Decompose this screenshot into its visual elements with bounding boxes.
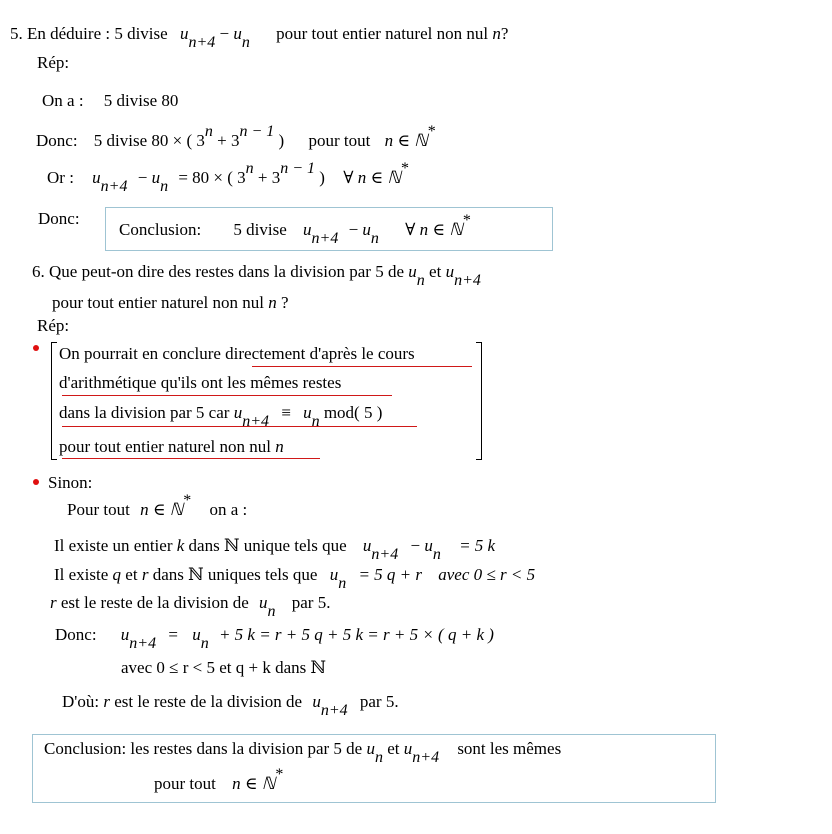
or-close: ) <box>319 168 325 187</box>
q6-line2-text: pour tout entier naturel non nul <box>52 293 264 312</box>
donc1-mid: + 3 <box>217 131 240 150</box>
or-e2: n − 1 <box>280 160 316 177</box>
q6-qm: ? <box>280 293 289 312</box>
sinon-l4-c: par 5. <box>291 593 331 612</box>
bracket-equiv: ≡ <box>281 403 291 422</box>
sinon-l2-b: dans ℕ unique tels que <box>188 536 347 555</box>
final-line2-text: pour tout <box>154 774 216 793</box>
sinon-minus: − <box>410 536 421 555</box>
sinon-r: r <box>141 565 149 584</box>
donc1-pre: 5 divise 80 × ( 3 <box>93 131 205 150</box>
dou-text: est le reste de la division de <box>114 692 303 711</box>
q6-text: Que peut-on dire des restes dans la division par 5 de <box>49 262 405 281</box>
q5-sub1: n+4 <box>188 34 216 51</box>
sinon-k: k <box>176 536 185 555</box>
final-set: n ∈ ℕ <box>232 774 276 793</box>
sinon-dtail: + 5 k = r + 5 q + 5 k = r + 5 × ( q + k ) <box>218 625 494 644</box>
conclusion-1-u1: u <box>303 220 312 239</box>
final-s2: n+4 <box>412 749 440 766</box>
or-minus: − <box>137 168 148 187</box>
conclusion-box-2 <box>32 734 716 803</box>
donc1-tail: pour tout <box>308 131 371 150</box>
on-a-line <box>42 91 178 111</box>
final-et: et <box>387 739 400 758</box>
bracket-line-4 <box>59 437 284 457</box>
bracket-line-3 <box>59 403 383 430</box>
sinon-line1-b: on a : <box>209 500 248 519</box>
red-underline-4 <box>62 458 320 459</box>
conclusion-1-minus: − <box>348 220 359 239</box>
final-u1: u <box>366 739 375 758</box>
rep-label-1: Rép: <box>37 53 70 72</box>
sinon-s4: n <box>267 603 276 620</box>
bracket-line-3-text: dans la division par 5 car <box>59 403 230 422</box>
or-line <box>47 160 409 195</box>
q6-et: et <box>429 262 442 281</box>
sinon-u1: u <box>362 536 372 555</box>
final-u2: u <box>403 739 413 758</box>
q5-qm: ? <box>500 24 509 43</box>
donc1-line <box>36 123 436 152</box>
dou-tail: par 5. <box>359 692 399 711</box>
q5-prefix: En déduire : 5 divise <box>27 24 168 43</box>
sinon-ds: n+4 <box>129 635 157 652</box>
sinon-eq3: = 5 q + r <box>358 565 423 584</box>
bracket-n: n <box>275 437 284 456</box>
sinon-l3-a: Il existe <box>54 565 109 584</box>
or-label: Or : <box>47 168 74 187</box>
rep-label-2: Rép: <box>37 316 70 335</box>
bracket-u2: u <box>303 403 312 422</box>
bullet-2 <box>33 479 39 485</box>
q6-n: n <box>268 293 277 312</box>
q5-n: n <box>492 24 501 43</box>
q6-number: 6. <box>32 262 45 281</box>
q5-line <box>10 24 509 51</box>
sinon-line2 <box>54 536 496 563</box>
bracket-s1: n+4 <box>242 413 269 430</box>
sinon-ds2: n <box>200 635 209 652</box>
sinon-line1 <box>67 492 248 521</box>
donc1-star: * <box>427 123 436 140</box>
or-u2: u <box>151 168 161 187</box>
sinon-donc-label: Donc: <box>55 625 97 644</box>
q5-suffix: pour tout entier naturel non nul <box>276 24 489 43</box>
q5-minus: − <box>219 24 230 43</box>
donc2-label: Donc: <box>38 209 80 228</box>
bracket-u1: u <box>233 403 243 422</box>
dou-s: n+4 <box>320 702 348 719</box>
sinon-line1-a: Pour tout <box>67 500 130 519</box>
right-bracket <box>476 342 482 460</box>
conclusion-1-s1: n+4 <box>311 230 339 247</box>
bracket-mod: mod( 5 ) <box>323 403 383 422</box>
or-forall: ∀ n ∈ ℕ <box>343 168 401 187</box>
sinon-u3: u <box>329 565 339 584</box>
q6-line <box>32 262 481 289</box>
conclusion-1-text: 5 divise <box>233 220 287 239</box>
q5-u2: u <box>233 24 242 43</box>
or-e1: n <box>245 160 254 177</box>
sinon-l2-a: Il existe un entier <box>54 536 173 555</box>
or-s2: n <box>160 178 169 195</box>
sinon-q: q <box>112 565 122 584</box>
q6-line2 <box>52 293 289 313</box>
bullet-1 <box>33 345 39 351</box>
q6-s2: n+4 <box>454 272 481 289</box>
sinon-donc-line <box>55 625 494 652</box>
donc1-label: Donc: <box>36 131 78 150</box>
dou-r: r <box>103 692 110 711</box>
on-a-text: 5 divise 80 <box>103 91 179 110</box>
donc1-set: n ∈ ℕ <box>384 131 428 150</box>
bracket-line-4-text: pour tout entier naturel non nul <box>59 437 271 456</box>
dou-label: D'où: <box>62 692 100 711</box>
sinon-avec: avec 0 ≤ r < 5 <box>438 565 536 584</box>
sinon-u2: u <box>424 536 433 555</box>
bracket-s2: n <box>311 413 320 430</box>
bracket-line-1: On pourrait en conclure directement d'après le cours <box>59 344 415 363</box>
sinon-du: u <box>120 625 130 644</box>
dou-u: u <box>312 692 321 711</box>
donc1-close: ) <box>278 131 285 150</box>
bracket-line-2: d'arithmétique qu'ils ont les mêmes restes <box>59 373 342 392</box>
donc1-exp2: n − 1 <box>239 123 275 140</box>
q5-number: 5. <box>10 24 23 43</box>
dou-line <box>62 692 399 719</box>
conclusion-box-1 <box>105 207 553 251</box>
or-eq: = 80 × ( 3 <box>178 168 246 187</box>
q6-u2: u <box>445 262 455 281</box>
sinon-set: n ∈ ℕ <box>140 500 184 519</box>
sinon-deq: = <box>168 625 178 644</box>
conclusion-1-star: * <box>462 212 471 229</box>
conclusion-1-label: Conclusion: <box>119 220 202 239</box>
red-underline-2 <box>62 395 392 396</box>
or-s1: n+4 <box>100 178 128 195</box>
sinon-line3 <box>54 565 536 592</box>
sinon-line4 <box>50 593 331 620</box>
red-underline-3 <box>62 426 417 427</box>
sinon-l4-b: est le reste de la division de <box>60 593 249 612</box>
on-a-label: On a : <box>42 91 84 110</box>
red-underline-1 <box>252 366 472 367</box>
conclusion-1-content <box>119 212 471 247</box>
conclusion-1-u2: u <box>362 220 371 239</box>
sinon-l3-b: dans ℕ uniques tels que <box>152 565 318 584</box>
sinon-s1: n+4 <box>371 546 399 563</box>
final-conclusion: Conclusion: les restes dans la division par 5 de <box>44 739 363 758</box>
sinon-star: * <box>183 492 192 509</box>
conclusion-1-s2: n <box>370 230 379 247</box>
or-u1: u <box>92 168 101 187</box>
q6-u1: u <box>408 262 417 281</box>
left-bracket <box>51 342 57 460</box>
final-star: * <box>275 766 284 783</box>
q6-s1: n <box>416 272 425 289</box>
final-line1 <box>44 739 562 766</box>
conclusion-1-forall: ∀ n ∈ ℕ <box>405 220 463 239</box>
sinon-s3: n <box>338 575 347 592</box>
sinon-avec2: avec 0 ≤ r < 5 et q + k dans ℕ <box>121 658 327 677</box>
sinon-l4-r: r <box>50 593 57 612</box>
sinon-du2: u <box>192 625 201 644</box>
donc1-exp1: n <box>204 123 213 140</box>
final-tail: sont les mêmes <box>457 739 562 758</box>
sinon-label: Sinon: <box>48 473 93 492</box>
q5-u1: u <box>179 24 189 43</box>
sinon-s2: n <box>432 546 441 563</box>
sinon-u4: u <box>259 593 268 612</box>
final-line2 <box>154 766 284 795</box>
or-star: * <box>400 160 409 177</box>
sinon-eq: = 5 k <box>459 536 496 555</box>
final-s1: n <box>374 749 383 766</box>
q5-sub2: n <box>241 34 250 51</box>
sinon-et: et <box>125 565 138 584</box>
or-mid: + 3 <box>257 168 281 187</box>
